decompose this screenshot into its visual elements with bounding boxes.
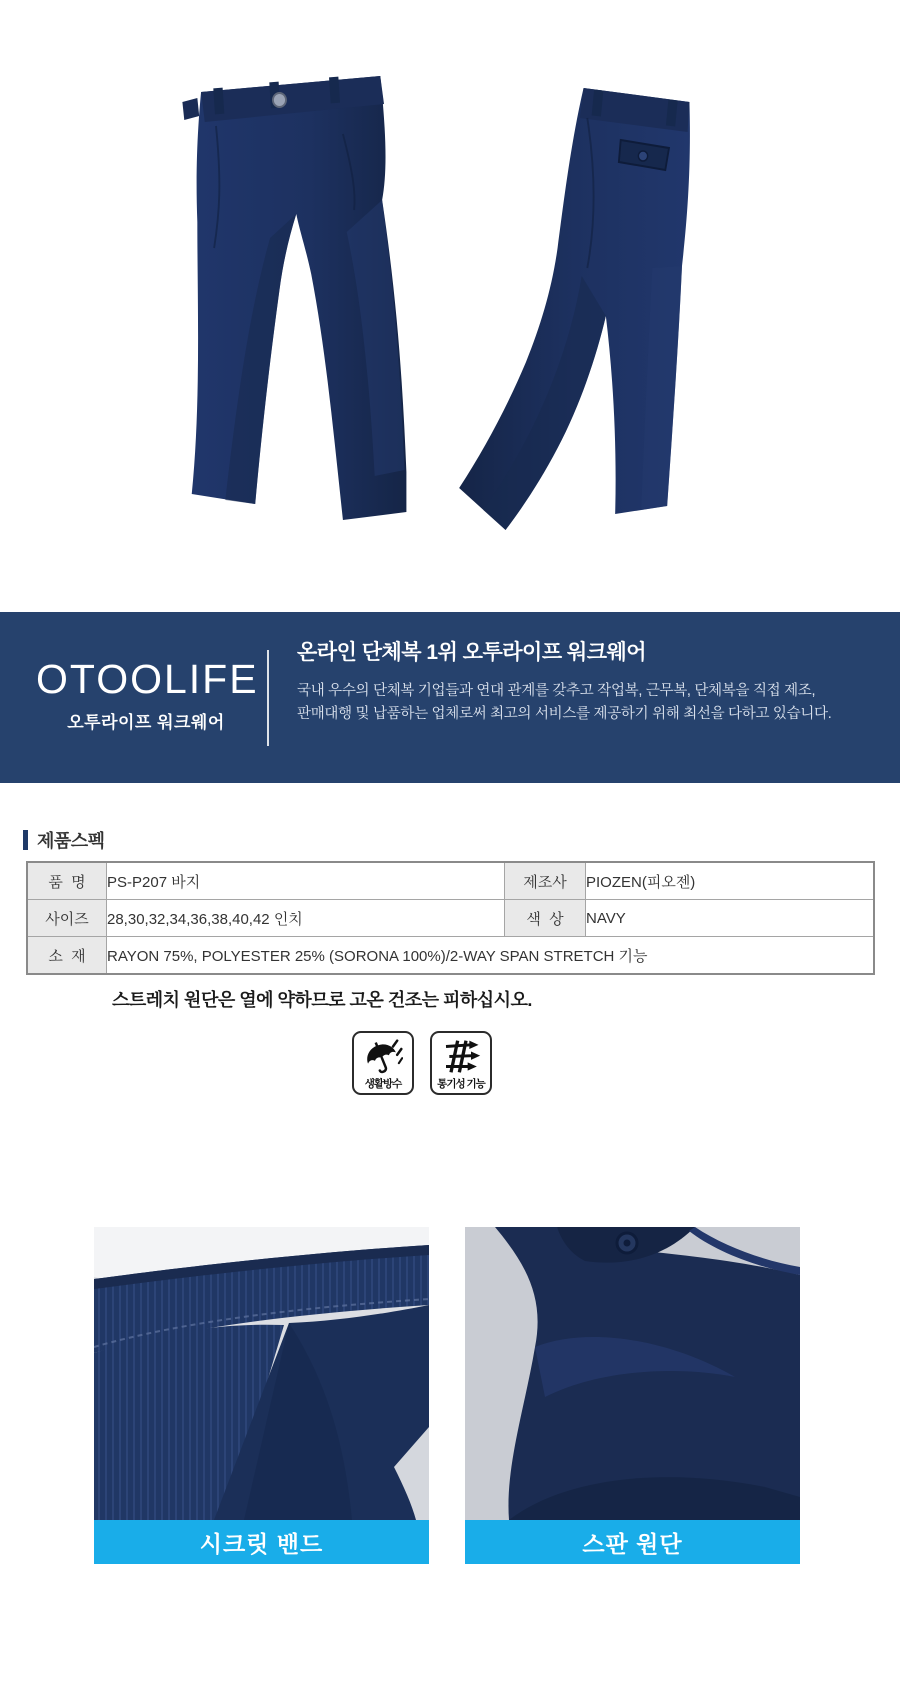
secret-band-photo — [94, 1227, 429, 1520]
spec-label-material: 소 재 — [27, 937, 107, 975]
spec-value-size: 28,30,32,34,36,38,40,42 인치 — [107, 900, 505, 937]
banner-description-line1: 국내 우수의 단체복 기업들과 연대 관계를 갖추고 작업복, 근무복, 단체복을 직접 제조, — [297, 683, 816, 699]
airflow-arrows-icon — [441, 1036, 481, 1077]
spec-value-material: RAYON 75%, POLYESTER 25% (SORONA 100%)/2-WAY SPAN STRETCH 기능 — [107, 937, 874, 975]
brand-banner — [0, 612, 900, 783]
banner-description — [297, 680, 867, 726]
brand-logo-subtitle: 오투라이프 워크웨어 — [67, 713, 225, 733]
span-fabric-caption: 스판 원단 — [465, 1520, 800, 1564]
spec-label-color: 색 상 — [505, 900, 586, 937]
spec-row-material — [27, 937, 874, 975]
umbrella-rain-icon — [363, 1036, 403, 1077]
span-fabric-photo — [465, 1227, 800, 1520]
spec-value-color: NAVY — [586, 900, 874, 937]
banner-description-line2: 판매대행 및 납품하는 업체로써 최고의 서비스를 제공하기 위해 최선을 다하고 있습니다. — [297, 706, 832, 722]
spec-value-manufacturer: PIOZEN(피오젠) — [586, 862, 874, 900]
navy-pants-side-photo — [448, 48, 708, 556]
detail-secret-band — [94, 1227, 429, 1564]
feature-water-resistant — [352, 1031, 414, 1095]
secret-band-caption: 시크릿 밴드 — [94, 1520, 429, 1564]
brand-logo-text: OTOOLIFE — [36, 656, 259, 702]
spec-label-manufacturer: 제조사 — [505, 862, 586, 900]
spec-section-title — [23, 827, 105, 853]
spec-row-size — [27, 900, 874, 937]
brand-logo — [36, 656, 259, 733]
spec-value-product-name: PS-P207 바지 — [107, 862, 505, 900]
feature-breathable — [430, 1031, 492, 1095]
spec-accent-bar — [23, 830, 28, 850]
banner-text — [297, 636, 867, 726]
navy-pants-front-photo — [160, 42, 412, 542]
product-hero — [0, 0, 900, 600]
spec-table — [26, 861, 875, 975]
banner-headline: 온라인 단체복 1위 오투라이프 워크웨어 — [297, 641, 647, 664]
care-warning-text: 스트레치 원단은 열에 약하므로 고온 건조는 피하십시오. — [112, 990, 532, 1010]
banner-divider — [267, 650, 269, 746]
spec-title-text: 제품스펙 — [37, 831, 105, 851]
feature-icons — [352, 1031, 492, 1095]
spec-row-name — [27, 862, 874, 900]
detail-span-fabric — [465, 1227, 800, 1564]
spec-label-size: 사이즈 — [27, 900, 107, 937]
feature-water-label: 생활방수 — [364, 1078, 402, 1090]
feature-breathable-label: 통기성 기능 — [437, 1078, 485, 1090]
spec-label-product-name: 품 명 — [27, 862, 107, 900]
